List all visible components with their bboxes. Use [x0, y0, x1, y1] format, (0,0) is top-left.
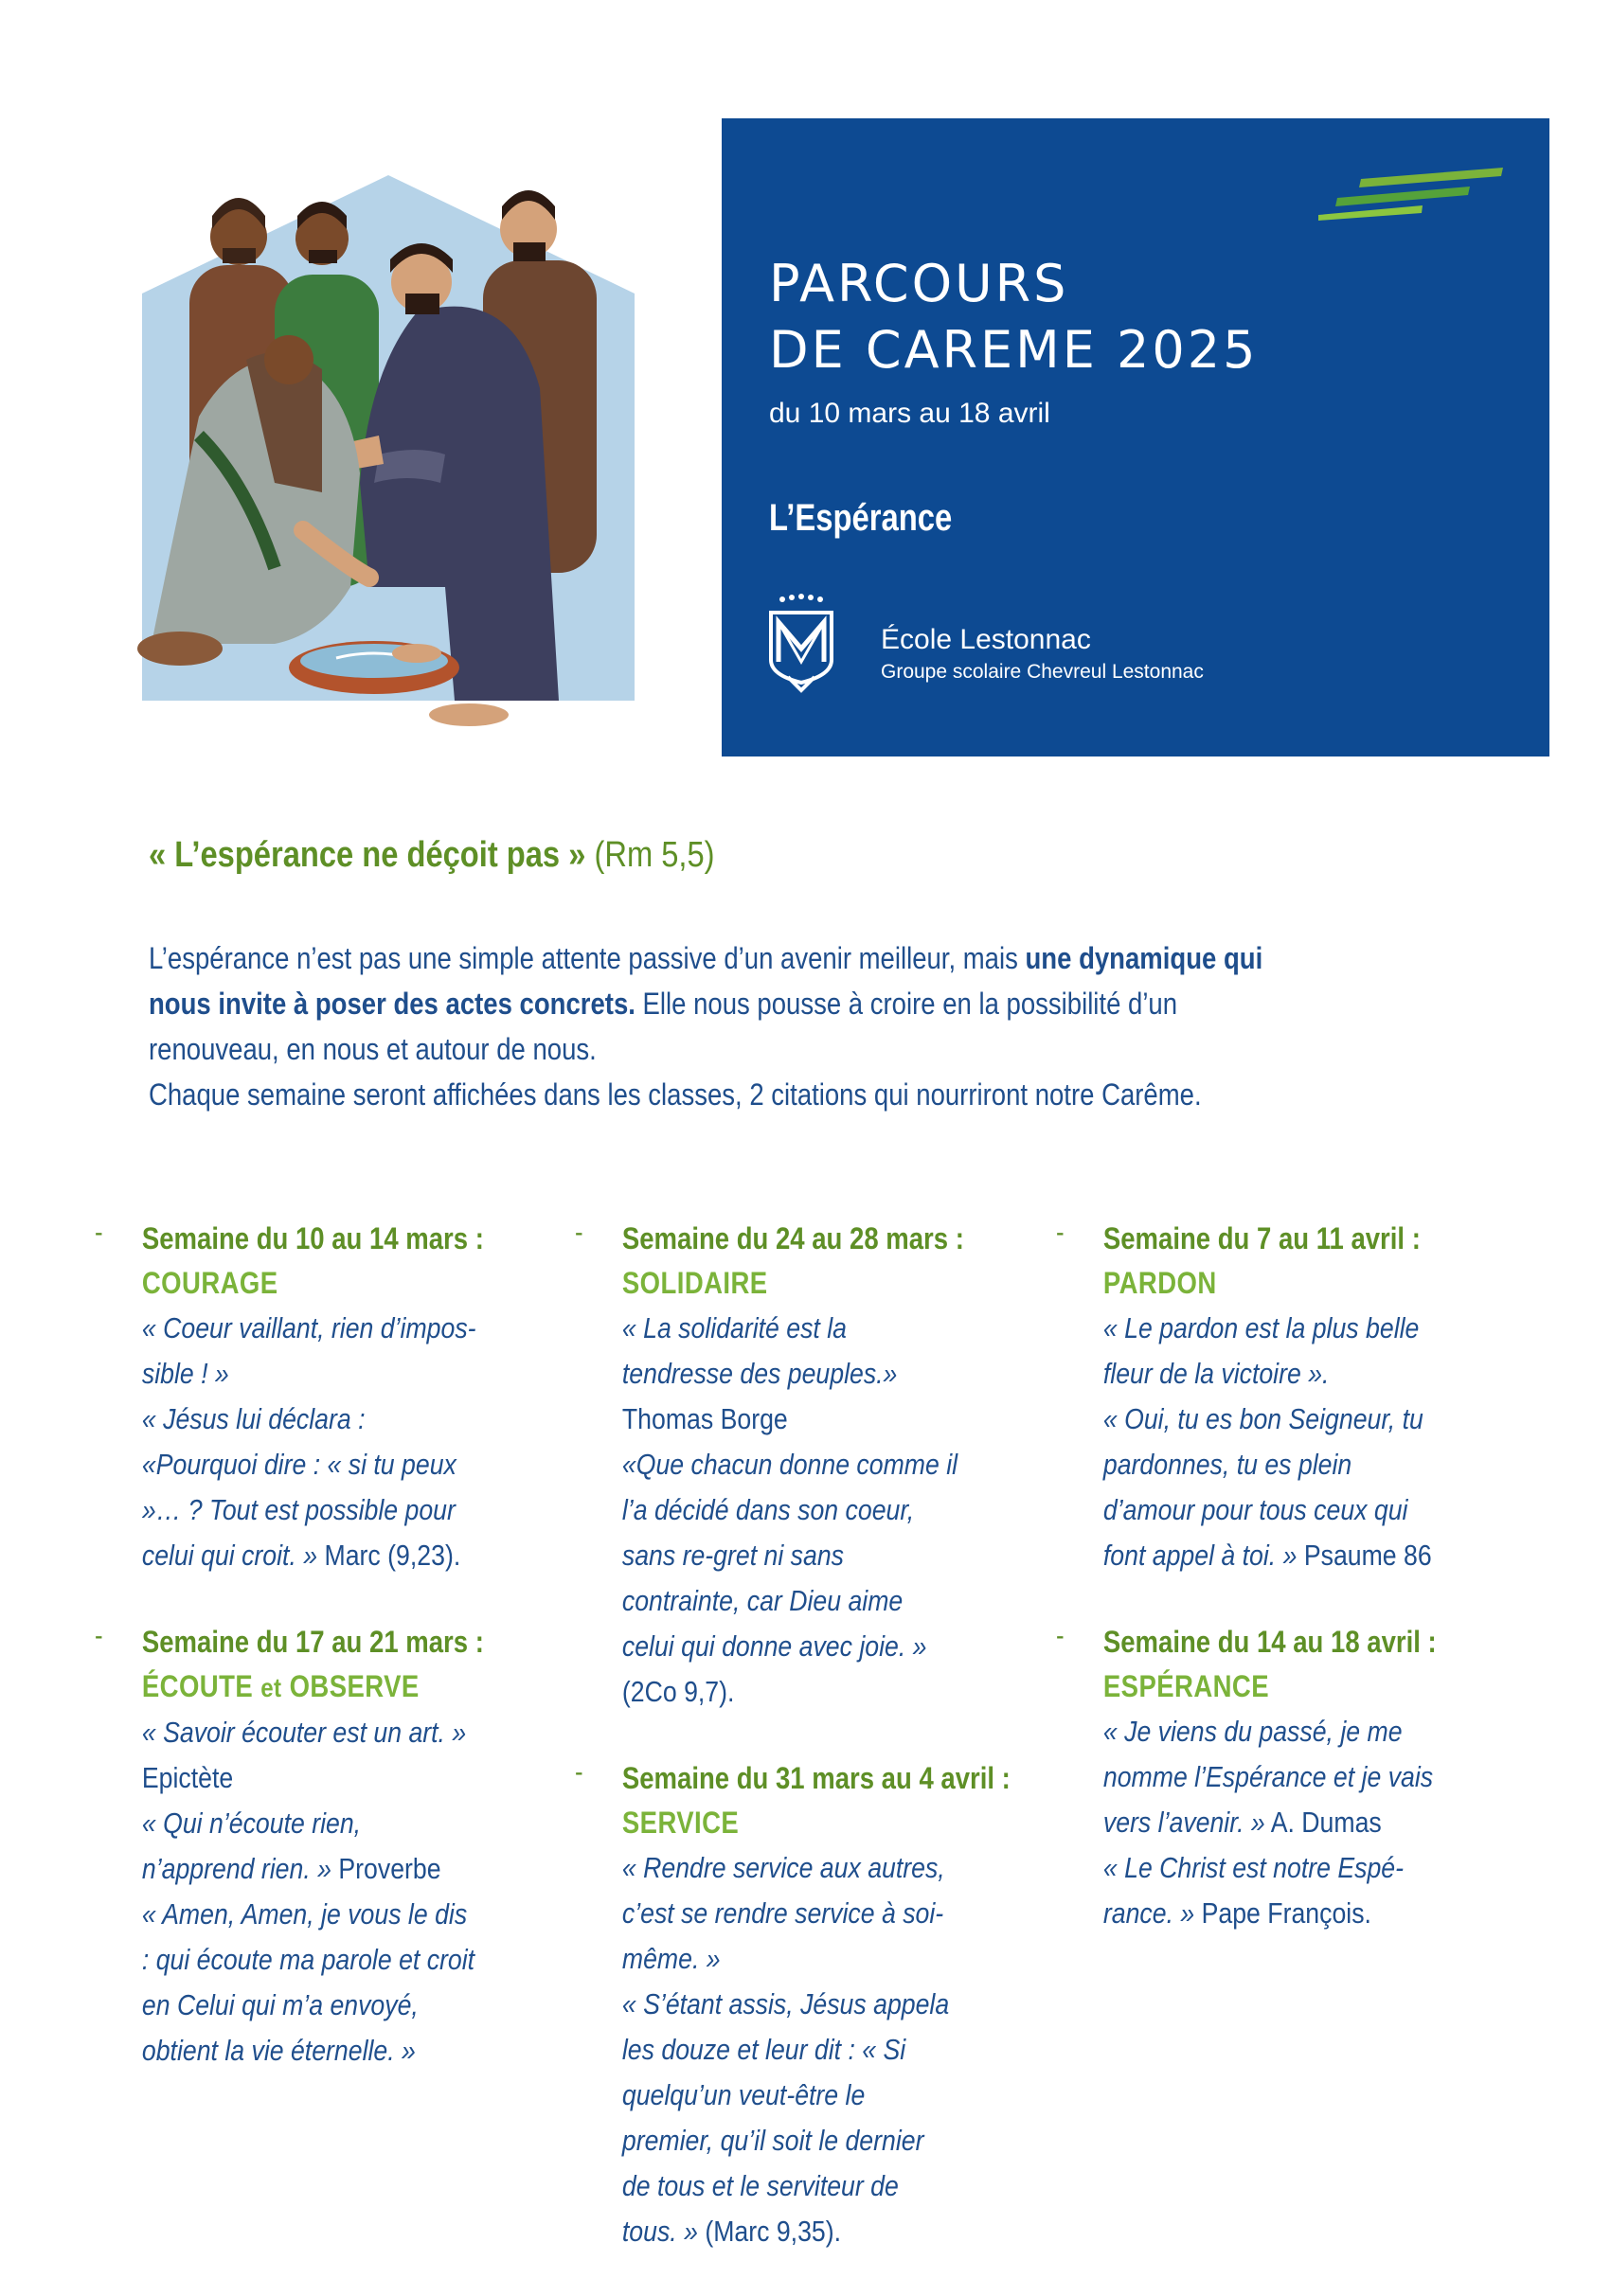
- quote-text: « Qui n’écoute rien, n’apprend rien. »: [141, 1807, 362, 1885]
- week-text: [142, 1306, 477, 1578]
- list-dash: -: [1056, 1620, 1065, 1651]
- banner-theme: L’Espérance: [769, 497, 953, 539]
- quote-text: « Rendre service aux autres, c’est se rendre service à soi-même. »: [621, 1851, 945, 1975]
- intro-bold: une dynamique qui nous invite à poser des actes concrets.: [149, 941, 1263, 1021]
- quote-2: [142, 1397, 477, 1578]
- quote-2: [142, 1801, 477, 1892]
- banner-title: [769, 251, 1258, 383]
- quote-text: « Coeur vaillant, rien d’impos-sible ! »: [141, 1311, 476, 1390]
- intro-text-2: Elle nous pousse à croire en la possibilité d’un renouveau, en nous et autour de nous.: [149, 987, 1178, 1066]
- week-text: [622, 1306, 958, 1715]
- school-group: Groupe scolaire Chevreul Lestonnac: [881, 661, 1204, 683]
- quote-source: Psaume 86: [1297, 1539, 1432, 1572]
- decorative-stripes-icon: [1318, 166, 1517, 222]
- quote-text: « Jésus lui déclara : «Pourquoi dire : « si tu peux »… ? Tout est possible pour celui qui croit. »: [141, 1402, 456, 1572]
- week-theme-part: OBSERVE: [289, 1669, 420, 1703]
- quote-text: « Oui, tu es bon Seigneur, tu pardonnes, tu es plein d’amour pour tous ceux qui font appel à toi. »: [1102, 1402, 1423, 1572]
- week-theme: [142, 1664, 477, 1710]
- quote-source: (Marc 9,35).: [697, 2215, 842, 2248]
- week-2: [95, 1620, 484, 2074]
- list-dash: -: [575, 1217, 583, 1248]
- week-theme: ESPÉRANCE: [1102, 1669, 1270, 1703]
- column-3: [1056, 1217, 1439, 1978]
- intro-line-2: Chaque semaine seront affichées dans les classes, 2 citations qui nourriront notre Carême.: [149, 1077, 1202, 1112]
- main-quote-reference: (Rm 5,5): [594, 835, 715, 875]
- quote-source: (2Co 9,7).: [621, 1675, 735, 1708]
- quote-source: Marc (9,23).: [317, 1539, 461, 1572]
- quote-text: « Le Christ est notre Espé-rance. »: [1102, 1851, 1404, 1930]
- week-title: Semaine du 14 au 18 avril :: [1102, 1625, 1437, 1659]
- quote-text: «Que chacun donne comme il l’a décidé dans son coeur, sans re-gret ni sans contrainte, car Dieu aime celui qui donne avec joie. »: [621, 1448, 958, 1663]
- quote-1: [142, 1306, 477, 1397]
- quote-text: « Le pardon est la plus belle fleur de la victoire ».: [1102, 1311, 1420, 1390]
- quote-2: [1103, 1397, 1439, 1578]
- week-title: Semaine du 17 au 21 mars :: [141, 1625, 484, 1659]
- week-theme: SOLIDAIRE: [621, 1266, 768, 1300]
- quote-2: [622, 1982, 958, 2254]
- week-text: [622, 1845, 958, 2254]
- week-theme: COURAGE: [141, 1266, 278, 1300]
- list-dash: -: [575, 1756, 583, 1788]
- quote-3: [142, 1892, 477, 2074]
- school-name: École Lestonnac: [881, 624, 1091, 655]
- main-quote: [149, 835, 715, 876]
- column-1: [95, 1217, 484, 2115]
- quote-1: [1103, 1709, 1439, 1845]
- intro-text-1: L’espérance n’est pas une simple attente passive d’un avenir meilleur, mais: [149, 941, 1026, 975]
- banner-title-line1: PARCOURS: [769, 254, 1069, 313]
- week-title: Semaine du 10 au 14 mars :: [141, 1221, 484, 1255]
- week-text: [142, 1710, 477, 2074]
- quote-source: Thomas Borge: [621, 1402, 788, 1435]
- quote-text: « S’étant assis, Jésus appela les douze et leur dit : « Si quelqu’un veut-être le premier, qu’il soit le dernier de tous et le serviteur de tous. »: [621, 1987, 950, 2248]
- quote-source: A. Dumas: [1264, 1806, 1382, 1839]
- quote-source: Pape François.: [1194, 1896, 1371, 1930]
- quote-2: [622, 1442, 958, 1715]
- quote-1: [1103, 1306, 1439, 1397]
- week-3: [575, 1217, 964, 1715]
- quote-1: [622, 1306, 958, 1442]
- banner-dates: du 10 mars au 18 avril: [769, 398, 1050, 429]
- column-2: [575, 1217, 1011, 2296]
- list-dash: -: [95, 1620, 103, 1651]
- quote-2: [1103, 1845, 1439, 1936]
- quote-source: Epictète: [141, 1761, 234, 1794]
- quote-1: [622, 1845, 958, 1982]
- list-dash: -: [1056, 1217, 1065, 1248]
- week-title: Semaine du 31 mars au 4 avril :: [621, 1761, 1011, 1795]
- week-title: Semaine du 7 au 11 avril :: [1102, 1221, 1421, 1255]
- week-text: [1103, 1709, 1439, 1936]
- week-theme-part: ÉCOUTE: [141, 1669, 254, 1703]
- list-dash: -: [95, 1217, 103, 1248]
- intro-line-1: [149, 935, 1289, 1072]
- quote-source: Proverbe: [331, 1852, 441, 1885]
- main-quote-text: « L’espérance ne déçoit pas »: [149, 835, 586, 875]
- header-banner: [722, 118, 1549, 756]
- banner-title-line2: DE CAREME 2025: [769, 320, 1259, 380]
- school-logo-icon: [765, 592, 837, 696]
- week-6: [1056, 1620, 1439, 1936]
- quote-text: « Savoir écouter est un art. »: [141, 1716, 467, 1749]
- quote-text: « Amen, Amen, je vous le dis : qui écoute ma parole et croit en Celui qui m’a envoyé, obtient la vie éternelle. »: [141, 1897, 475, 2067]
- week-4: [575, 1756, 1011, 2254]
- week-title: Semaine du 24 au 28 mars :: [621, 1221, 964, 1255]
- quote-text: « Je viens du passé, je me nomme l’Espérance et je vais vers l’avenir. »: [1102, 1715, 1434, 1839]
- foot-washing-illustration: [133, 170, 663, 739]
- week-theme: SERVICE: [621, 1806, 740, 1840]
- week-theme: PARDON: [1102, 1266, 1217, 1300]
- week-theme-part: et: [260, 1673, 282, 1702]
- week-1: [95, 1217, 484, 1578]
- quote-1: [142, 1710, 477, 1801]
- week-text: [1103, 1306, 1439, 1578]
- week-5: [1056, 1217, 1439, 1578]
- intro-paragraph: [149, 935, 1289, 1117]
- quote-text: « La solidarité est la tendresse des peuples.»: [621, 1311, 898, 1390]
